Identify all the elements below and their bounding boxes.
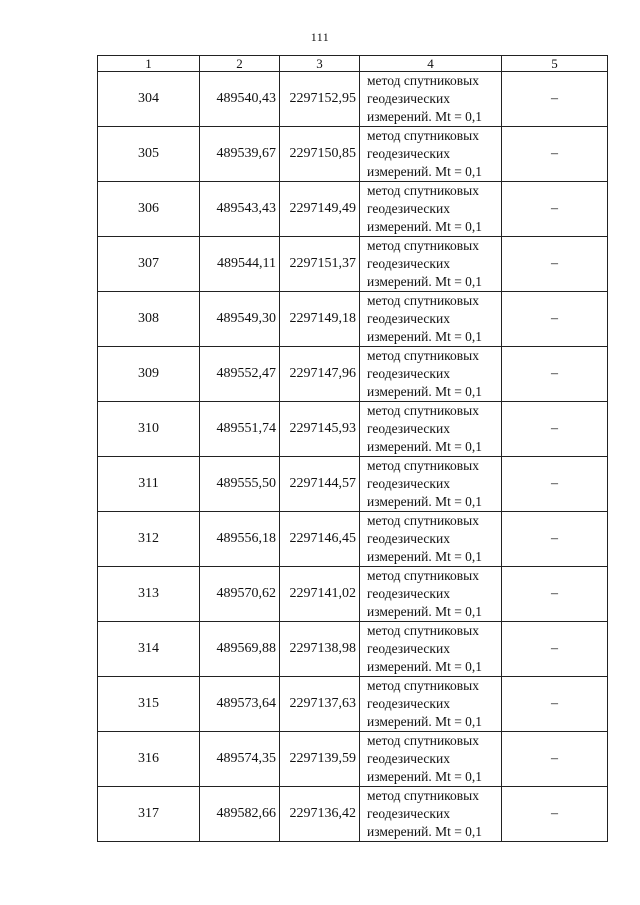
point-number-cell: 317 — [98, 787, 200, 842]
column-header: 4 — [360, 56, 502, 72]
point-number-cell: 314 — [98, 622, 200, 677]
table-row — [98, 72, 608, 127]
method-cell — [360, 787, 502, 842]
note-cell: – — [502, 182, 608, 237]
method-cell — [360, 402, 502, 457]
method-line: метод спутниковых — [367, 733, 479, 748]
table-row — [98, 732, 608, 787]
table-row — [98, 457, 608, 512]
method-cell — [360, 182, 502, 237]
method-line: метод спутниковых — [367, 458, 479, 473]
table-body — [98, 72, 608, 842]
method-line: метод спутниковых — [367, 513, 479, 528]
method-line: измерений. Mt = 0,1 — [367, 384, 483, 399]
x-coordinate-cell: 489574,35 — [200, 732, 280, 787]
x-coordinate-cell: 489540,43 — [200, 72, 280, 127]
point-number-cell: 311 — [98, 457, 200, 512]
method-line: метод спутниковых — [367, 403, 479, 418]
y-coordinate-cell: 2297138,98 — [280, 622, 360, 677]
method-line: измерений. Mt = 0,1 — [367, 219, 483, 234]
note-cell: – — [502, 127, 608, 182]
method-cell — [360, 732, 502, 787]
method-cell — [360, 237, 502, 292]
method-line: измерений. Mt = 0,1 — [367, 109, 483, 124]
x-coordinate-cell: 489549,30 — [200, 292, 280, 347]
x-coordinate-cell: 489570,62 — [200, 567, 280, 622]
y-coordinate-cell: 2297139,59 — [280, 732, 360, 787]
method-line: геодезических — [367, 751, 450, 766]
y-coordinate-cell: 2297136,42 — [280, 787, 360, 842]
column-header: 3 — [280, 56, 360, 72]
method-line: геодезических — [367, 586, 450, 601]
table-row — [98, 567, 608, 622]
method-line: метод спутниковых — [367, 623, 479, 638]
method-cell — [360, 292, 502, 347]
method-line: геодезических — [367, 696, 450, 711]
x-coordinate-cell: 489552,47 — [200, 347, 280, 402]
method-line: измерений. Mt = 0,1 — [367, 274, 483, 289]
method-line: геодезических — [367, 366, 450, 381]
x-coordinate-cell: 489543,43 — [200, 182, 280, 237]
method-line: геодезических — [367, 531, 450, 546]
method-line: метод спутниковых — [367, 678, 479, 693]
table-row — [98, 127, 608, 182]
method-line: геодезических — [367, 806, 450, 821]
note-cell: – — [502, 622, 608, 677]
note-cell: – — [502, 347, 608, 402]
method-line: измерений. Mt = 0,1 — [367, 549, 483, 564]
method-line: измерений. Mt = 0,1 — [367, 439, 483, 454]
method-line: измерений. Mt = 0,1 — [367, 494, 483, 509]
y-coordinate-cell: 2297149,18 — [280, 292, 360, 347]
table-row — [98, 347, 608, 402]
method-line: метод спутниковых — [367, 348, 479, 363]
y-coordinate-cell: 2297145,93 — [280, 402, 360, 457]
method-line: метод спутниковых — [367, 238, 479, 253]
note-cell: – — [502, 512, 608, 567]
point-number-cell: 313 — [98, 567, 200, 622]
method-cell — [360, 622, 502, 677]
note-cell: – — [502, 787, 608, 842]
table-row — [98, 402, 608, 457]
table-header-row — [98, 56, 608, 72]
note-cell: – — [502, 237, 608, 292]
table-row — [98, 622, 608, 677]
x-coordinate-cell: 489551,74 — [200, 402, 280, 457]
method-line: геодезических — [367, 476, 450, 491]
method-line: измерений. Mt = 0,1 — [367, 329, 483, 344]
point-number-cell: 312 — [98, 512, 200, 567]
note-cell: – — [502, 402, 608, 457]
x-coordinate-cell: 489539,67 — [200, 127, 280, 182]
x-coordinate-cell: 489569,88 — [200, 622, 280, 677]
method-line: метод спутниковых — [367, 568, 479, 583]
method-cell — [360, 457, 502, 512]
y-coordinate-cell: 2297151,37 — [280, 237, 360, 292]
method-line: метод спутниковых — [367, 73, 479, 88]
note-cell: – — [502, 457, 608, 512]
method-line: метод спутниковых — [367, 788, 479, 803]
point-number-cell: 315 — [98, 677, 200, 732]
method-cell — [360, 72, 502, 127]
note-cell: – — [502, 732, 608, 787]
point-number-cell: 304 — [98, 72, 200, 127]
method-cell — [360, 127, 502, 182]
y-coordinate-cell: 2297147,96 — [280, 347, 360, 402]
method-line: измерений. Mt = 0,1 — [367, 659, 483, 674]
table-row — [98, 237, 608, 292]
x-coordinate-cell: 489582,66 — [200, 787, 280, 842]
method-line: геодезических — [367, 421, 450, 436]
method-line: измерений. Mt = 0,1 — [367, 824, 483, 839]
note-cell: – — [502, 567, 608, 622]
method-line: измерений. Mt = 0,1 — [367, 714, 483, 729]
table-row — [98, 292, 608, 347]
x-coordinate-cell: 489556,18 — [200, 512, 280, 567]
point-number-cell: 305 — [98, 127, 200, 182]
method-line: геодезических — [367, 311, 450, 326]
y-coordinate-cell: 2297150,85 — [280, 127, 360, 182]
table-row — [98, 512, 608, 567]
y-coordinate-cell: 2297152,95 — [280, 72, 360, 127]
method-cell — [360, 512, 502, 567]
coordinates-table — [97, 55, 608, 842]
method-line: геодезических — [367, 201, 450, 216]
x-coordinate-cell: 489544,11 — [200, 237, 280, 292]
point-number-cell: 306 — [98, 182, 200, 237]
table-row — [98, 677, 608, 732]
method-line: метод спутниковых — [367, 293, 479, 308]
method-cell — [360, 347, 502, 402]
x-coordinate-cell: 489555,50 — [200, 457, 280, 512]
note-cell: – — [502, 72, 608, 127]
method-line: метод спутниковых — [367, 183, 479, 198]
column-header: 1 — [98, 56, 200, 72]
point-number-cell: 310 — [98, 402, 200, 457]
column-header: 2 — [200, 56, 280, 72]
method-line: геодезических — [367, 641, 450, 656]
method-line: измерений. Mt = 0,1 — [367, 769, 483, 784]
y-coordinate-cell: 2297141,02 — [280, 567, 360, 622]
table-row — [98, 787, 608, 842]
point-number-cell: 307 — [98, 237, 200, 292]
method-cell — [360, 677, 502, 732]
y-coordinate-cell: 2297149,49 — [280, 182, 360, 237]
point-number-cell: 309 — [98, 347, 200, 402]
point-number-cell: 308 — [98, 292, 200, 347]
method-line: геодезических — [367, 146, 450, 161]
x-coordinate-cell: 489573,64 — [200, 677, 280, 732]
note-cell: – — [502, 292, 608, 347]
point-number-cell: 316 — [98, 732, 200, 787]
method-line: измерений. Mt = 0,1 — [367, 604, 483, 619]
method-line: метод спутниковых — [367, 128, 479, 143]
method-line: геодезических — [367, 91, 450, 106]
note-cell: – — [502, 677, 608, 732]
y-coordinate-cell: 2297146,45 — [280, 512, 360, 567]
method-line: измерений. Mt = 0,1 — [367, 164, 483, 179]
method-cell — [360, 567, 502, 622]
method-line: геодезических — [367, 256, 450, 271]
y-coordinate-cell: 2297137,63 — [280, 677, 360, 732]
y-coordinate-cell: 2297144,57 — [280, 457, 360, 512]
page-number: 111 — [310, 30, 330, 44]
table-row — [98, 182, 608, 237]
column-header: 5 — [502, 56, 608, 72]
